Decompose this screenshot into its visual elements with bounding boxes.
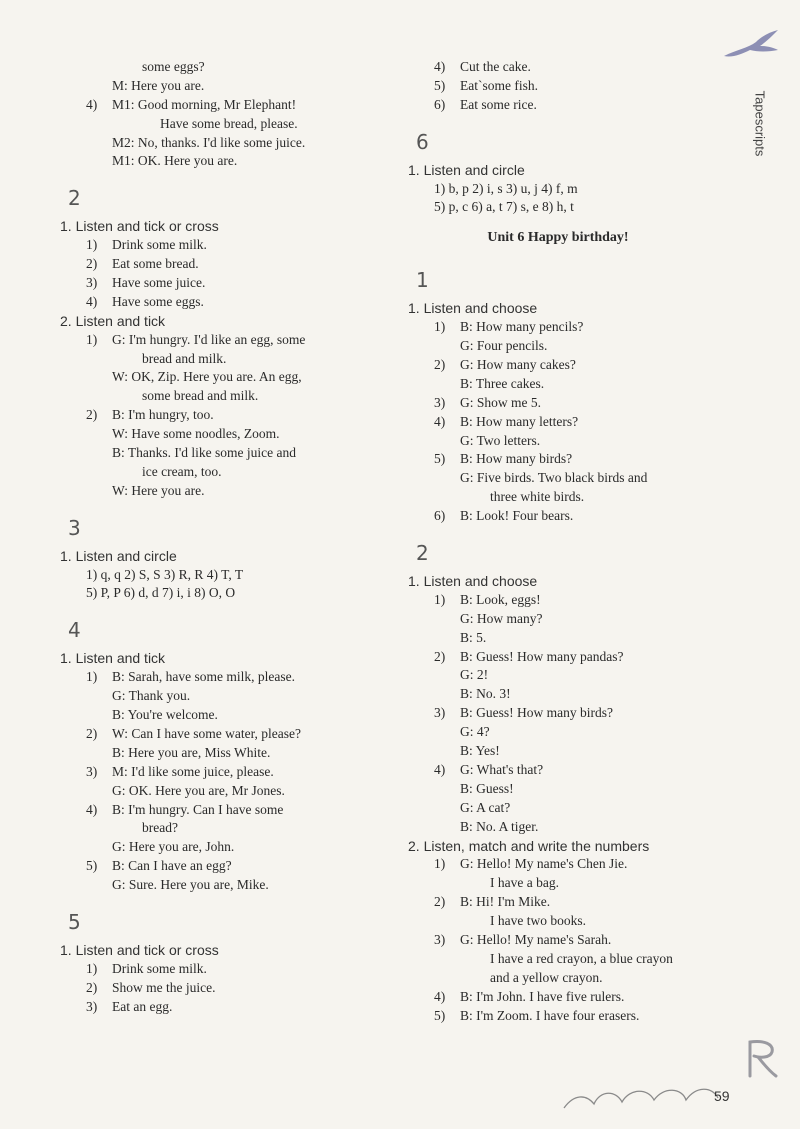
script-line [408, 761, 708, 780]
item-number: 3) [86, 275, 98, 291]
script-line [60, 293, 380, 312]
script-line [408, 318, 708, 337]
script-line [60, 566, 380, 585]
item-number: 5) [434, 451, 446, 467]
script-line [408, 742, 708, 761]
item-number: 2) [434, 648, 446, 664]
script-line [408, 394, 708, 413]
script-line [408, 648, 708, 667]
line-text: some bread and milk. [142, 388, 259, 404]
line-text: M: I'd like some juice, please. [112, 763, 274, 779]
line-text: 2. Listen, match and write the numbers [408, 837, 650, 854]
script-line [408, 818, 708, 837]
line-text: G: Hello! My name's Sarah. [460, 931, 612, 947]
script-line [408, 704, 708, 723]
item-number: 1) [434, 319, 446, 335]
script-line [60, 960, 380, 979]
item-number: 3) [434, 931, 446, 947]
script-line [408, 469, 708, 488]
item-number: 1) [86, 331, 98, 347]
line-text: G: How many? [460, 610, 543, 626]
line-text: and a yellow crayon. [490, 969, 603, 985]
line-text: G: 2! [460, 667, 489, 683]
item-number: 2) [86, 256, 98, 272]
line-text: B: Sarah, have some milk, please. [112, 669, 295, 685]
line-text: Eat some rice. [460, 96, 537, 112]
line-text: Show me the juice. [112, 979, 216, 995]
item-number: 6) [434, 508, 446, 524]
section-number: 4 [68, 618, 81, 643]
script-line [408, 610, 708, 629]
script-line [60, 115, 380, 134]
section-number: 1 [416, 268, 429, 293]
line-text: G: I'm hungry. I'd like an egg, some [112, 331, 306, 347]
script-line [60, 819, 380, 838]
script-line [60, 725, 380, 744]
line-text: B: Guess! How many pandas? [460, 648, 624, 664]
line-text: 1. Listen and tick or cross [60, 218, 219, 235]
line-text: Eat`some fish. [460, 77, 538, 93]
item-number: 6) [434, 96, 446, 112]
section-number: 3 [68, 515, 81, 540]
script-line [60, 350, 380, 369]
line-text: G: Four pencils. [460, 338, 548, 354]
script-line [60, 876, 380, 895]
script-line [408, 855, 708, 874]
item-number: 4) [434, 59, 446, 74]
line-text: G: What's that? [460, 761, 544, 777]
line-text: three white birds. [490, 489, 585, 505]
right-column [408, 58, 708, 1025]
line-text: G: Five birds. Two black birds and [460, 470, 648, 486]
line-text: some eggs? [142, 59, 205, 74]
script-line [60, 668, 380, 687]
script-line [60, 801, 380, 820]
script-line [408, 413, 708, 432]
script-line [408, 931, 708, 950]
item-number: 1) [86, 669, 98, 685]
line-text: Have some bread, please. [160, 115, 298, 131]
line-text: bread? [142, 820, 178, 836]
line-text: B: I'm John. I have five rulers. [460, 988, 625, 1004]
line-text: B: I'm Zoom. I have four erasers. [460, 1007, 640, 1023]
line-text: W: OK, Zip. Here you are. An egg, [112, 369, 302, 385]
section-number: 5 [68, 909, 81, 934]
line-text: B: Thanks. I'd like some juice and [112, 445, 297, 461]
script-line [60, 274, 380, 293]
line-text: B: Here you are, Miss White. [112, 744, 271, 760]
line-text: ice cream, too. [142, 463, 222, 479]
side-title-text: Tapescripts [752, 90, 768, 157]
script-line [60, 77, 380, 96]
section-number: 6 [416, 129, 429, 154]
script-line [408, 356, 708, 375]
line-text: G: Two letters. [460, 432, 541, 448]
line-text: B: I'm hungry. Can I have some [112, 801, 284, 817]
page-number: 59 [714, 1088, 730, 1104]
item-number: 4) [86, 801, 98, 817]
script-line [408, 666, 708, 685]
line-text: 1. Listen and circle [60, 547, 177, 564]
script-line [408, 629, 708, 648]
line-text: 1) b, p 2) i, s 3) u, j 4) f, m [434, 180, 578, 196]
script-line [60, 584, 380, 603]
line-text: 5) P, P 6) d, d 7) i, i 8) O, O [86, 585, 236, 601]
script-line [60, 387, 380, 406]
exercise-heading [408, 299, 708, 318]
exercise-heading [60, 217, 380, 236]
script-line [60, 782, 380, 801]
exercise-heading [60, 312, 380, 331]
script-line [60, 331, 380, 350]
unit-title: Unit 6 Happy birthday! [487, 230, 629, 246]
item-number: 3) [434, 394, 446, 410]
line-text: B: Yes! [460, 743, 500, 759]
item-number: 4) [434, 413, 446, 429]
line-text: Drink some milk. [112, 237, 207, 253]
script-line [60, 706, 380, 725]
line-text: B: How many letters? [460, 413, 579, 429]
exercise-heading [60, 941, 380, 960]
script-line [60, 425, 380, 444]
script-line [408, 96, 708, 115]
item-number: 2) [86, 725, 98, 741]
line-text: B: Look, eggs! [460, 591, 541, 607]
script-line [60, 444, 380, 463]
line-text: W: Have some noodles, Zoom. [112, 426, 280, 442]
script-line [408, 685, 708, 704]
script-line [408, 950, 708, 969]
script-line [408, 780, 708, 799]
line-text: 1. Listen and tick [60, 650, 166, 667]
item-number: 3) [434, 705, 446, 721]
script-line [60, 482, 380, 501]
line-text: W: Here you are. [112, 482, 205, 498]
script-line [60, 255, 380, 274]
script-line [408, 450, 708, 469]
line-text: B: No. 3! [460, 686, 511, 702]
exercise-heading [408, 572, 708, 591]
script-line [60, 368, 380, 387]
exercise-heading [408, 161, 708, 180]
line-text: B: Look! Four bears. [460, 508, 574, 524]
line-text: bread and milk. [142, 350, 227, 366]
line-text: G: Here you are, John. [112, 839, 235, 855]
script-line [60, 979, 380, 998]
item-number: 2) [86, 979, 98, 995]
line-text: 1. Listen and choose [408, 573, 538, 590]
script-line [60, 236, 380, 255]
script-line [60, 463, 380, 482]
script-line [60, 96, 380, 115]
script-line [60, 857, 380, 876]
script-line [408, 337, 708, 356]
section-number: 2 [416, 541, 429, 566]
line-text: M1: Good morning, Mr Elephant! [112, 96, 297, 112]
line-text: M1: OK. Here you are. [112, 153, 238, 169]
script-line [408, 988, 708, 1007]
script-line [408, 969, 708, 988]
script-line [408, 180, 708, 199]
line-text: 1. Listen and choose [408, 300, 538, 317]
script-line [408, 912, 708, 931]
line-text: 1. Listen and tick or cross [60, 941, 219, 958]
line-text: B: Three cakes. [460, 375, 545, 391]
exercise-heading [60, 547, 380, 566]
item-number: 2) [434, 357, 446, 373]
script-line [408, 723, 708, 742]
line-text: B: You're welcome. [112, 707, 218, 723]
item-number: 2) [434, 894, 446, 910]
line-text: B: Guess! How many birds? [460, 705, 613, 721]
line-text: 1) q, q 2) S, S 3) R, R 4) T, T [86, 566, 244, 582]
script-line [408, 799, 708, 818]
script-line [60, 406, 380, 425]
line-text: G: How many cakes? [460, 357, 576, 373]
item-number: 4) [434, 761, 446, 777]
left-column [60, 58, 380, 1017]
line-text: Eat an egg. [112, 998, 173, 1014]
line-text: G: Show me 5. [460, 394, 541, 410]
line-text: B: How many birds? [460, 451, 573, 467]
script-line [408, 77, 708, 96]
item-number: 5) [86, 858, 98, 874]
line-text: M2: No, thanks. I'd like some juice. [112, 134, 306, 150]
script-line [408, 893, 708, 912]
line-text: 5) p, c 6) a, t 7) s, e 8) h, t [434, 199, 574, 215]
line-text: Eat some bread. [112, 256, 199, 272]
script-line [408, 1007, 708, 1026]
item-number: 5) [434, 1007, 446, 1023]
item-number: 1) [434, 856, 446, 872]
line-text: G: Sure. Here you are, Mike. [112, 877, 269, 893]
script-line [408, 375, 708, 394]
exercise-heading [60, 649, 380, 668]
script-line [60, 687, 380, 706]
line-text: B: I'm hungry, too. [112, 407, 214, 423]
script-line [60, 152, 380, 171]
line-text: M: Here you are. [112, 77, 205, 93]
line-text: G: OK. Here you are, Mr Jones. [112, 782, 285, 798]
item-number: 2) [86, 407, 98, 423]
script-line [60, 763, 380, 782]
script-line [408, 507, 708, 526]
item-number: 4) [86, 293, 98, 309]
item-number: 5) [434, 77, 446, 93]
item-number: 1) [86, 960, 98, 976]
line-text: B: No. A tiger. [460, 818, 539, 834]
item-number: 4) [86, 96, 98, 112]
script-line [60, 134, 380, 153]
script-line [60, 744, 380, 763]
line-text: I have a bag. [490, 875, 559, 891]
wave-decoration-icon [560, 1074, 780, 1114]
line-text: 2. Listen and tick [60, 312, 166, 329]
line-text: Cut the cake. [460, 59, 531, 74]
item-number: 3) [86, 763, 98, 779]
side-title [748, 78, 772, 178]
line-text: G: 4? [460, 724, 490, 740]
script-line [60, 838, 380, 857]
script-line [60, 998, 380, 1017]
bird-icon [722, 28, 780, 64]
script-line [408, 198, 708, 217]
line-text: B: Guess! [460, 780, 514, 796]
line-text: G: Hello! My name's Chen Jie. [460, 856, 628, 872]
line-text: B: 5. [460, 629, 487, 645]
section-number: 2 [68, 186, 81, 211]
line-text: G: Thank you. [112, 688, 191, 704]
line-text: Have some eggs. [112, 293, 204, 309]
item-number: 1) [434, 591, 446, 607]
script-line [408, 58, 708, 77]
script-line [60, 58, 380, 77]
line-text: I have two books. [490, 913, 586, 929]
exercise-heading [408, 837, 708, 856]
item-number: 4) [434, 988, 446, 1004]
line-text: I have a red crayon, a blue crayon [490, 950, 673, 966]
line-text: Drink some milk. [112, 960, 207, 976]
item-number: 1) [86, 237, 98, 253]
line-text: B: Hi! I'm Mike. [460, 894, 551, 910]
script-line [408, 432, 708, 451]
script-line [408, 488, 708, 507]
line-text: W: Can I have some water, please? [112, 725, 301, 741]
line-text: Have some juice. [112, 275, 206, 291]
line-text: B: How many pencils? [460, 319, 584, 335]
line-text: 1. Listen and circle [408, 161, 525, 178]
script-line [408, 874, 708, 893]
script-line [408, 591, 708, 610]
line-text: G: A cat? [460, 799, 511, 815]
line-text: B: Can I have an egg? [112, 858, 232, 874]
item-number: 3) [86, 998, 98, 1014]
